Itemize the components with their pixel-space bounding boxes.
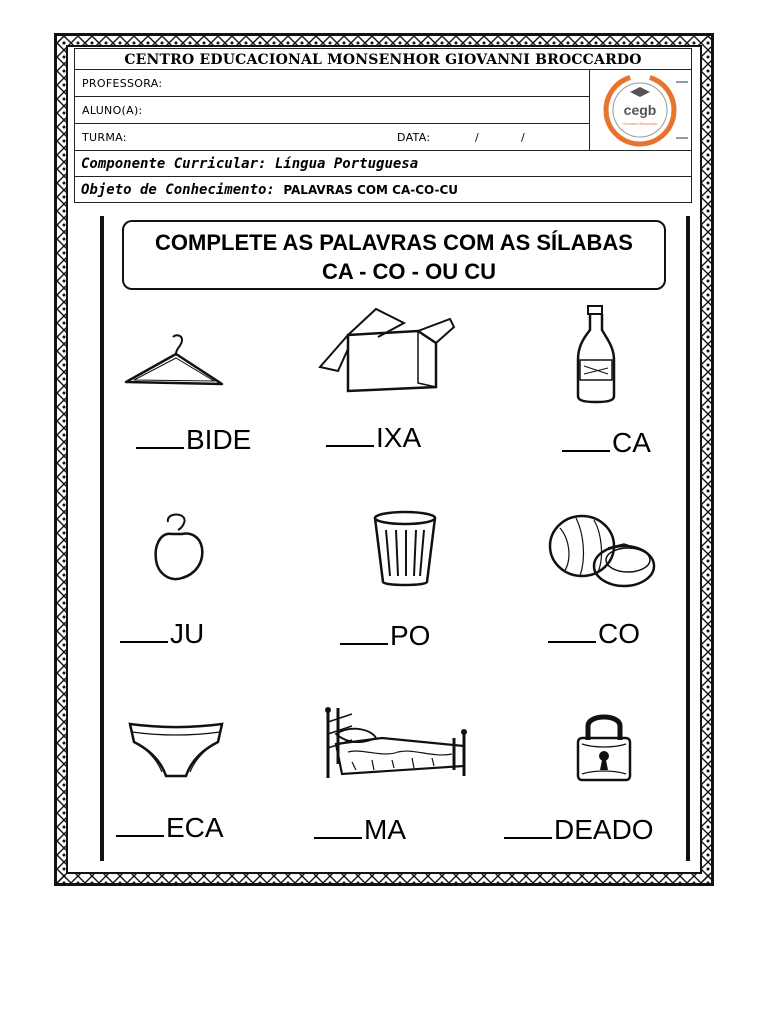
componente-label: Componente Curricular: <box>81 156 267 172</box>
word-3 <box>562 427 651 459</box>
word-4 <box>120 618 204 650</box>
instruction-line-2: CA - CO - OU CU <box>322 259 496 284</box>
word-6 <box>548 618 640 650</box>
coconut-icon <box>546 510 658 590</box>
data-separator-2: / <box>521 131 526 144</box>
word-suffix-6: CO <box>598 618 640 649</box>
logo-text: cegb <box>623 102 657 118</box>
objeto-row <box>74 177 692 203</box>
word-9 <box>504 814 654 846</box>
cup-icon <box>372 510 438 588</box>
word-suffix-3: CA <box>612 427 651 458</box>
padlock-icon <box>574 708 634 784</box>
bottle-icon <box>574 304 618 404</box>
componente-row <box>74 151 692 177</box>
blank-5[interactable] <box>340 643 388 645</box>
word-suffix-7: ECA <box>166 812 224 843</box>
hanger-icon <box>124 332 226 388</box>
logo-box <box>590 70 692 151</box>
blank-2[interactable] <box>326 445 374 447</box>
underwear-icon <box>126 718 226 780</box>
school-name: CENTRO EDUCACIONAL MONSENHOR GIOVANNI BROCCARDO <box>74 48 692 70</box>
blank-9[interactable] <box>504 837 552 839</box>
cashew-icon <box>152 512 206 584</box>
word-7 <box>116 812 224 844</box>
school-logo-icon <box>590 70 690 150</box>
turma-label: TURMA: <box>82 131 127 144</box>
word-suffix-4: JU <box>170 618 205 649</box>
word-2 <box>326 422 421 454</box>
objeto-value: PALAVRAS COM CA-CO-CU <box>283 183 459 197</box>
aluno-field[interactable] <box>74 97 590 124</box>
word-suffix-5: PO <box>390 620 431 651</box>
word-suffix-9: DEADO <box>554 814 654 845</box>
data-label: DATA: <box>397 131 431 144</box>
blank-3[interactable] <box>562 450 610 452</box>
word-suffix-2: IXA <box>376 422 422 453</box>
box-icon <box>318 305 458 395</box>
word-5 <box>340 620 430 652</box>
word-1 <box>136 424 251 456</box>
aluno-label: ALUNO(A): <box>82 104 143 117</box>
blank-4[interactable] <box>120 641 168 643</box>
blank-1[interactable] <box>136 447 184 449</box>
bed-icon <box>322 704 472 784</box>
word-suffix-1: BIDE <box>186 424 252 455</box>
instruction-line-1: COMPLETE AS PALAVRAS COM AS SÍLABAS <box>155 230 633 255</box>
blank-6[interactable] <box>548 641 596 643</box>
objeto-label: Objeto de Conhecimento: <box>81 182 275 198</box>
componente-value: Língua Portuguesa <box>274 156 419 172</box>
professora-label: PROFESSORA: <box>82 77 163 90</box>
turma-field[interactable] <box>74 124 590 151</box>
word-8 <box>314 814 406 846</box>
svg-text:Giovanni Broccardo: Giovanni Broccardo <box>622 121 658 126</box>
blank-8[interactable] <box>314 837 362 839</box>
blank-7[interactable] <box>116 835 164 837</box>
word-suffix-8: MA <box>364 814 406 845</box>
instruction-box <box>122 220 666 290</box>
data-separator-1: / <box>475 131 480 144</box>
professora-field[interactable] <box>74 70 590 97</box>
